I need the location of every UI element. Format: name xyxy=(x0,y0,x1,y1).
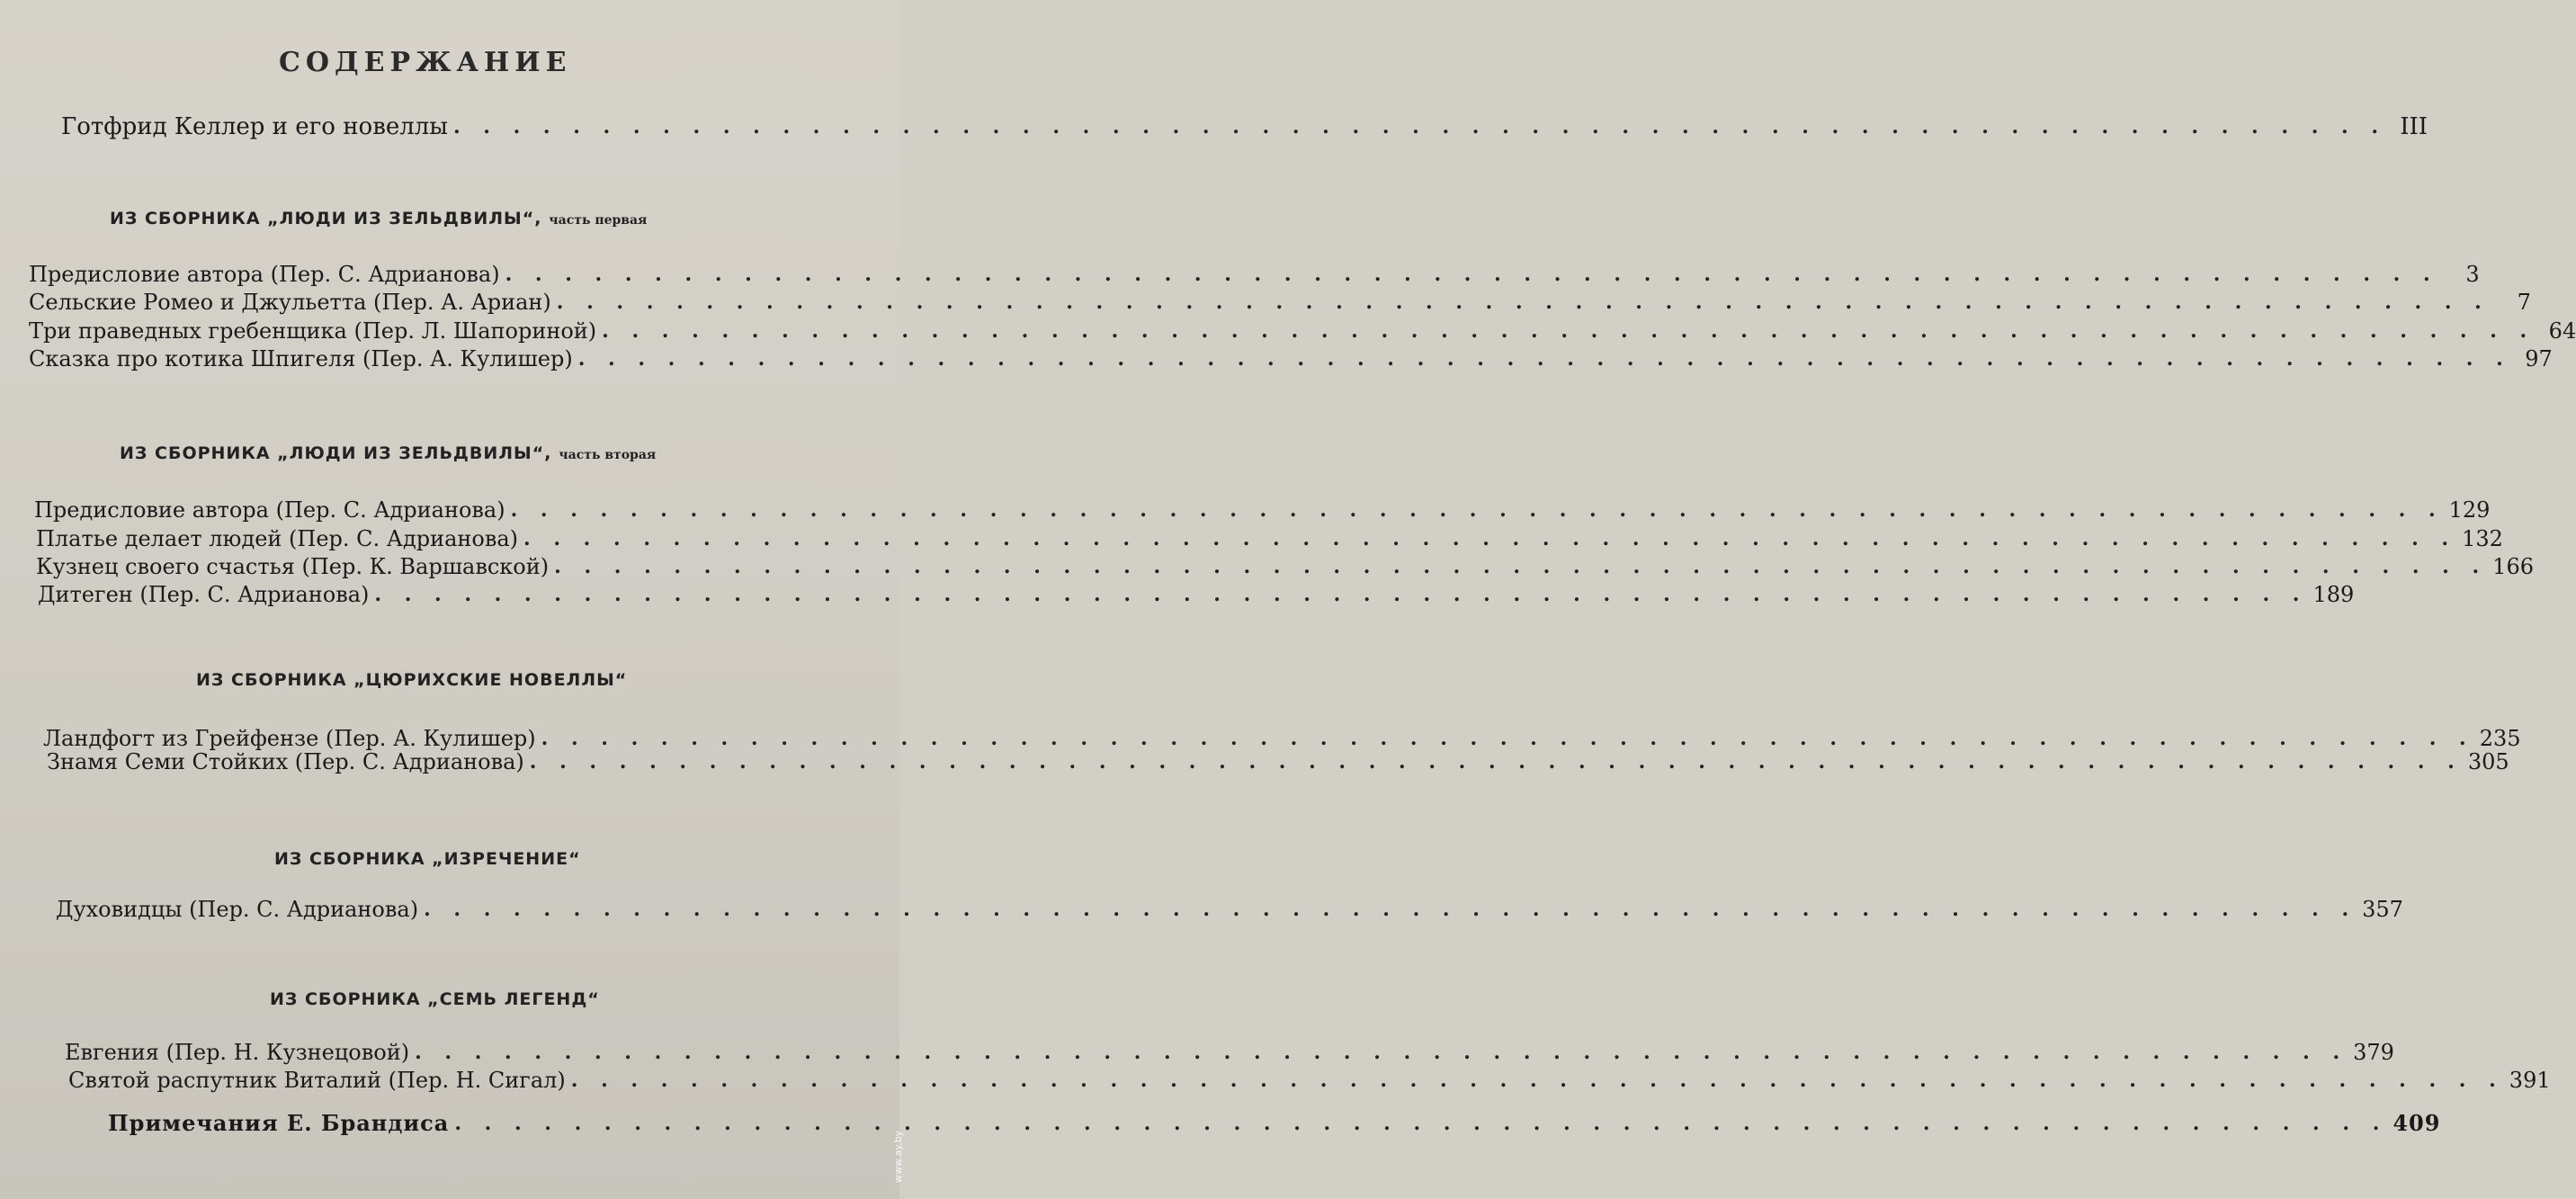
leader-dots xyxy=(424,896,2357,923)
entry-title: Сказка про котика Шпигеля (Пер. А. Кулишер) xyxy=(29,346,573,371)
leader-dots xyxy=(571,1067,2504,1094)
entry-page: 64 xyxy=(2548,318,2576,344)
leader-dots xyxy=(415,1039,2348,1066)
leader-dots xyxy=(557,289,2490,316)
entry-title: Кузнец своего счастья (Пер. К. Варшавской) xyxy=(36,554,550,579)
leader-dots xyxy=(453,113,2386,140)
watermark: www.ay.by xyxy=(892,1130,904,1183)
section-heading xyxy=(196,670,627,690)
leader-dots xyxy=(505,261,2438,288)
entry-title: Предисловие автора (Пер. С. Адрианова) xyxy=(34,497,505,523)
entry-title: Духовидцы (Пер. С. Адрианова) xyxy=(56,897,419,922)
page-title: СОДЕРЖАНИЕ xyxy=(279,47,572,78)
section-heading xyxy=(270,989,600,1009)
entry-page: 357 xyxy=(2362,897,2403,922)
section-title: ИЗ СБОРНИКА „СЕМЬ ЛЕГЕНД“ xyxy=(270,989,600,1009)
entry-page: 305 xyxy=(2467,749,2509,774)
entry-title: Предисловие автора (Пер. С. Адрианова) xyxy=(29,262,500,287)
leader-dots xyxy=(530,748,2463,775)
entry-page: 166 xyxy=(2492,554,2534,579)
toc-entry xyxy=(29,345,2553,372)
entry-page: 129 xyxy=(2448,497,2491,523)
entry-page: 132 xyxy=(2462,526,2503,551)
leader-dots xyxy=(602,318,2535,344)
leader-dots xyxy=(511,497,2444,523)
entry-page: 189 xyxy=(2312,582,2355,607)
leader-dots xyxy=(374,581,2307,608)
entry-title: Платье делает людей (Пер. С. Адрианова) xyxy=(36,526,519,551)
toc-entry xyxy=(65,1039,2394,1066)
toc-entry xyxy=(38,581,2355,608)
entry-page: 7 xyxy=(2517,290,2531,315)
leader-dots xyxy=(523,525,2456,552)
entry-page: 3 xyxy=(2465,262,2480,287)
leader-dots xyxy=(454,1110,2387,1137)
entry-page: 235 xyxy=(2479,726,2521,751)
entry-title: Три праведных гребенщика (Пер. Л. Шапориной) xyxy=(29,318,597,344)
toc-entry-intro xyxy=(61,113,2428,140)
leader-dots xyxy=(554,553,2487,580)
entry-title: Ландфогт из Грейфензе (Пер. А. Кулишер) xyxy=(43,726,536,751)
section-title: ИЗ СБОРНИКА „ЦЮРИХСКИЕ НОВЕЛЛЫ“ xyxy=(196,670,628,690)
toc-entry xyxy=(29,318,2576,344)
section-subtitle: часть вторая xyxy=(559,448,657,462)
section-heading xyxy=(110,209,647,228)
entry-title: Святой распутник Виталий (Пер. Н. Сигал) xyxy=(68,1068,566,1093)
section-title: ИЗ СБОРНИКА „ЛЮДИ ИЗ ЗЕЛЬДВИЛЫ“, xyxy=(120,443,552,463)
entry-page: 97 xyxy=(2525,346,2553,371)
section-title: ИЗ СБОРНИКА „ЛЮДИ ИЗ ЗЕЛЬДВИЛЫ“, xyxy=(110,209,542,228)
toc-entry xyxy=(34,497,2491,523)
toc-entry xyxy=(36,553,2534,580)
toc-entry xyxy=(36,525,2503,552)
toc-entry xyxy=(47,748,2509,775)
toc-entry xyxy=(56,896,2403,923)
section-title: ИЗ СБОРНИКА „ИЗРЕЧЕНИЕ“ xyxy=(274,849,581,869)
entry-page: 409 xyxy=(2393,1110,2441,1136)
section-heading xyxy=(120,443,656,463)
entry-page: 391 xyxy=(2509,1068,2551,1093)
toc-entry-notes xyxy=(108,1110,2441,1137)
entry-page: 379 xyxy=(2353,1040,2394,1065)
toc-entry xyxy=(68,1067,2551,1094)
entry-title: Евгения (Пер. Н. Кузнецовой) xyxy=(65,1040,410,1065)
entry-title: Дитеген (Пер. С. Адрианова) xyxy=(38,582,370,607)
section-heading xyxy=(274,849,581,869)
leader-dots xyxy=(578,345,2511,372)
entry-title: Знамя Семи Стойких (Пер. С. Адрианова) xyxy=(47,749,524,774)
entry-title: Примечания Е. Брандиса xyxy=(108,1110,450,1136)
toc-entry xyxy=(29,261,2480,288)
section-subtitle: часть первая xyxy=(549,213,648,228)
entry-title: Готфрид Келлер и его новеллы xyxy=(61,113,448,140)
entry-title: Сельские Ромео и Джульетта (Пер. А. Ариан) xyxy=(29,290,551,315)
entry-page: III xyxy=(2400,113,2428,140)
toc-entry xyxy=(29,289,2531,316)
